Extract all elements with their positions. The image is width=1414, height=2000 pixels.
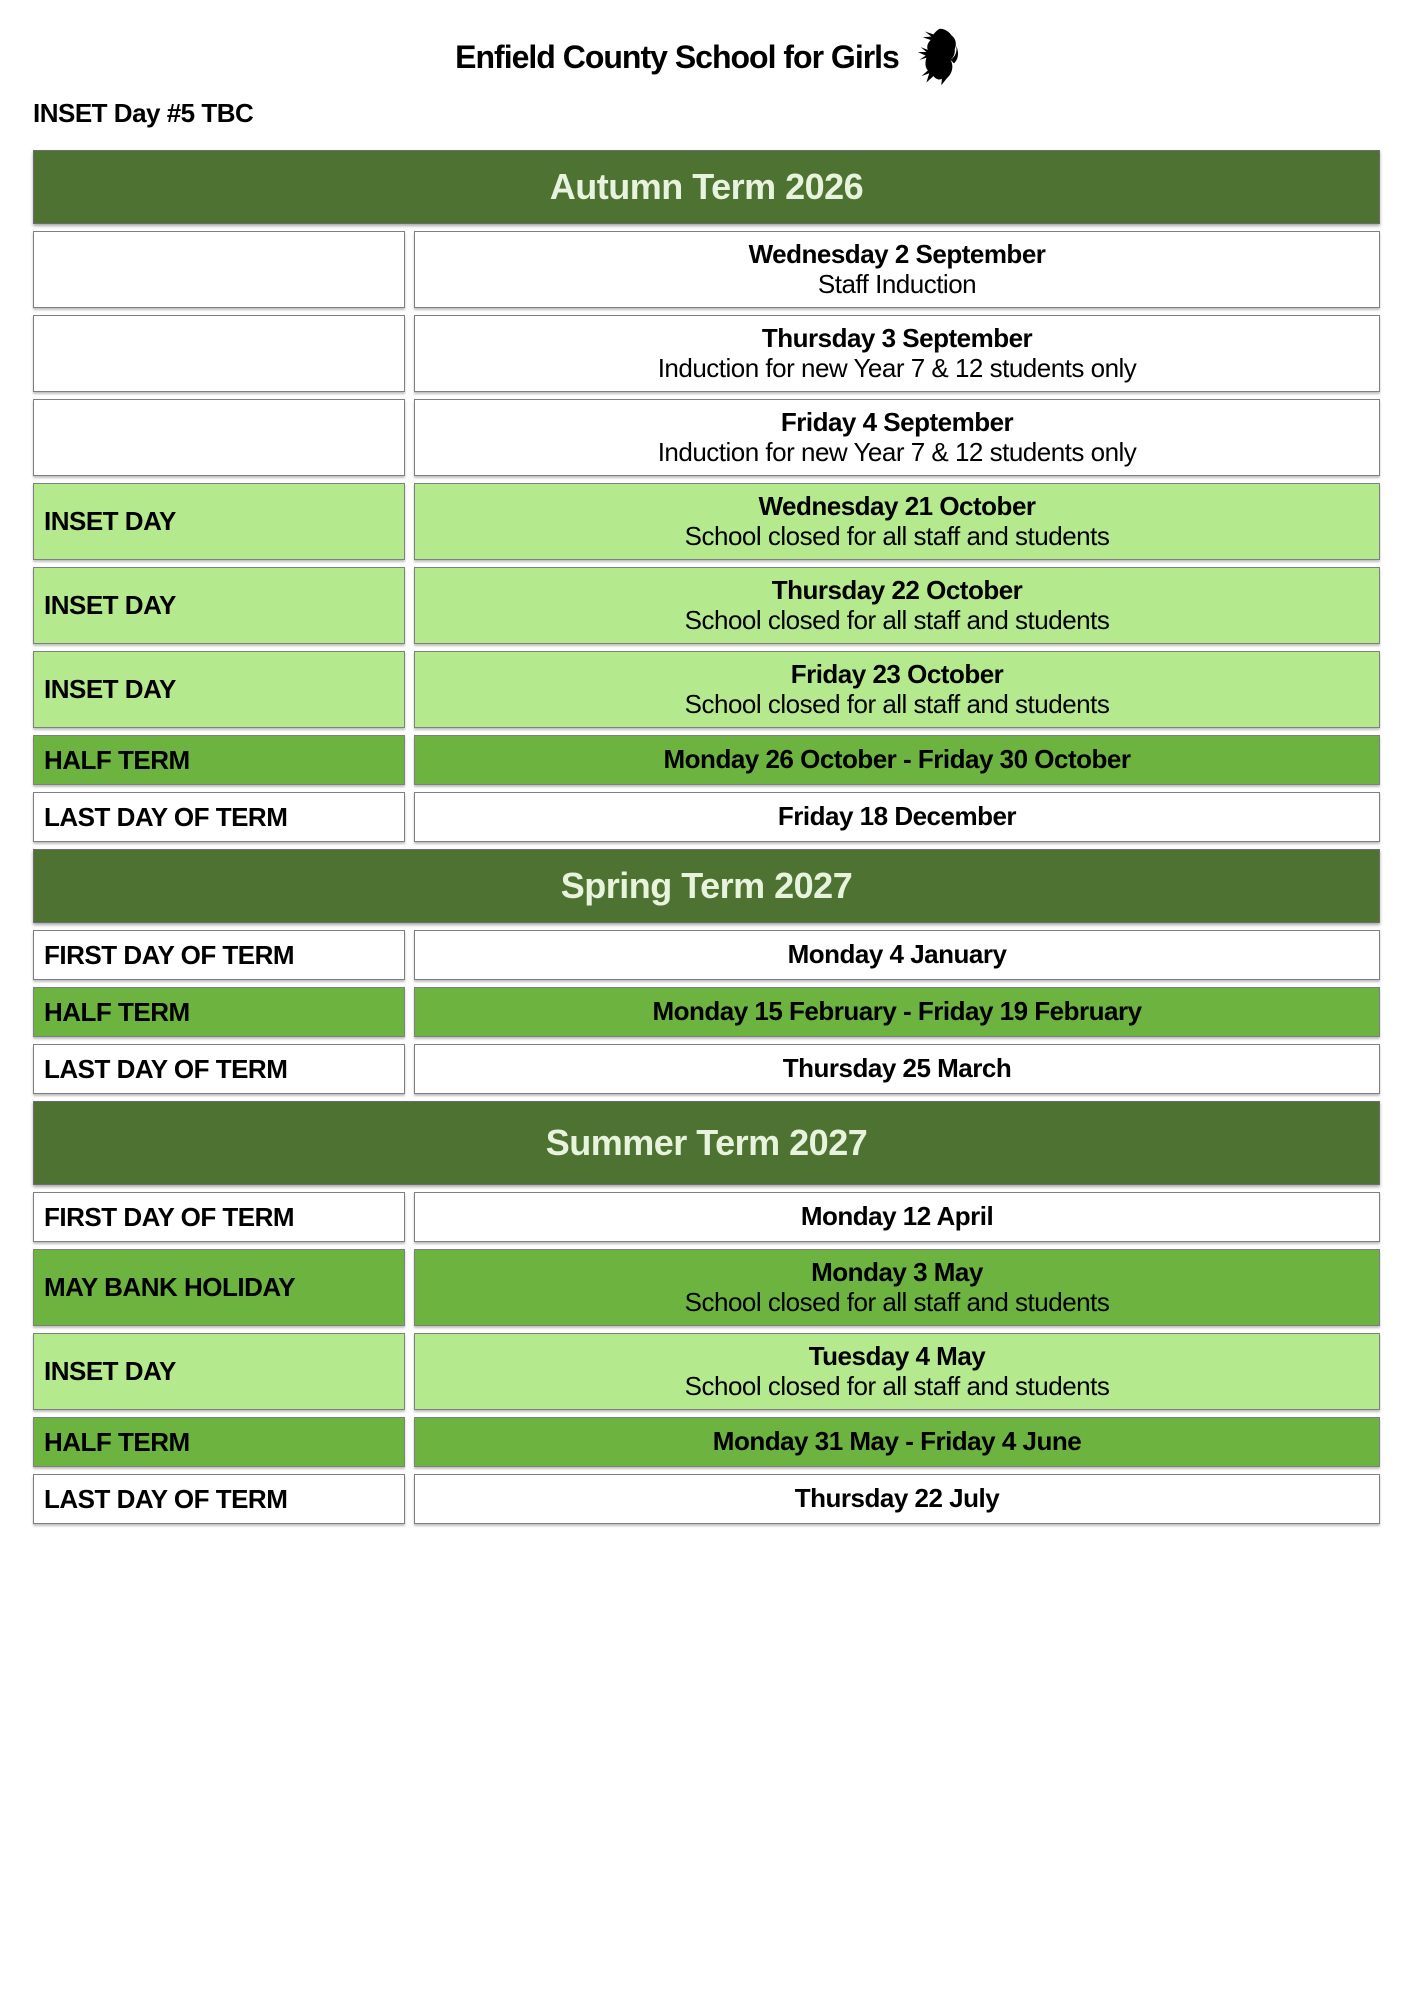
row-date: Friday 23 October <box>790 659 1004 690</box>
term-section-header <box>33 849 1380 923</box>
row-label-cell <box>33 987 405 1037</box>
row-label: LAST DAY OF TERM <box>44 1053 288 1084</box>
term-row <box>33 567 1380 644</box>
term-row <box>33 735 1380 785</box>
term-row <box>33 1333 1380 1410</box>
row-label-cell <box>33 399 405 476</box>
row-label: INSET DAY <box>44 674 176 704</box>
row-detail: School closed for all staff and students <box>684 1286 1110 1317</box>
row-detail: School closed for all staff and students <box>684 688 1110 719</box>
row-detail: School closed for all staff and students <box>684 520 1110 551</box>
row-label-cell <box>33 483 405 560</box>
term-row <box>33 987 1380 1037</box>
document-header <box>0 0 1414 88</box>
row-detail: School closed for all staff and students <box>684 604 1110 635</box>
row-date: Monday 31 May - Friday 4 June <box>712 1426 1082 1457</box>
row-date-cell <box>414 1474 1380 1524</box>
row-label-cell <box>33 792 405 842</box>
school-title: Enfield County School for Girls <box>455 38 899 75</box>
row-label: INSET DAY <box>44 1356 176 1386</box>
row-date-cell <box>414 567 1380 644</box>
term-row <box>33 1249 1380 1326</box>
row-label-cell <box>33 1474 405 1524</box>
row-label: INSET DAY <box>44 506 176 536</box>
term-section-title: Summer Term 2027 <box>545 1122 868 1163</box>
row-label-cell <box>33 1333 405 1410</box>
row-date-cell <box>414 735 1380 785</box>
row-date: Monday 26 October - Friday 30 October <box>663 744 1131 775</box>
term-row <box>33 1192 1380 1242</box>
row-label: HALF TERM <box>44 1426 190 1457</box>
row-label-cell <box>33 1249 405 1326</box>
row-label-cell <box>33 651 405 728</box>
row-detail: Induction for new Year 7 & 12 students only <box>657 352 1137 383</box>
row-date-cell <box>414 1333 1380 1410</box>
term-row <box>33 315 1380 392</box>
term-section-title: Autumn Term 2026 <box>549 166 864 207</box>
row-date-cell <box>414 483 1380 560</box>
row-label: LAST DAY OF TERM <box>44 801 288 832</box>
row-label: HALF TERM <box>44 996 190 1027</box>
row-date: Friday 18 December <box>777 801 1017 832</box>
row-label-cell <box>33 315 405 392</box>
term-row <box>33 1474 1380 1524</box>
row-label: FIRST DAY OF TERM <box>44 939 295 970</box>
row-date: Monday 12 April <box>800 1201 994 1232</box>
row-date: Thursday 22 July <box>794 1483 1000 1514</box>
term-row <box>33 792 1380 842</box>
row-date: Thursday 25 March <box>782 1053 1012 1084</box>
term-row <box>33 651 1380 728</box>
row-label: MAY BANK HOLIDAY <box>44 1272 296 1302</box>
row-date: Thursday 3 September <box>761 323 1033 354</box>
term-dates-table <box>33 150 1380 1524</box>
row-detail: Induction for new Year 7 & 12 students only <box>657 436 1137 467</box>
row-date: Wednesday 2 September <box>748 239 1046 270</box>
row-date-cell <box>414 987 1380 1037</box>
row-label-cell <box>33 930 405 980</box>
row-date: Monday 15 February - Friday 19 February <box>652 996 1142 1027</box>
row-date-cell <box>414 930 1380 980</box>
term-row <box>33 483 1380 560</box>
row-date: Tuesday 4 May <box>808 1341 986 1372</box>
row-date-cell <box>414 792 1380 842</box>
term-section-header <box>33 1101 1380 1185</box>
row-date: Monday 4 January <box>787 939 1007 970</box>
term-section-title: Spring Term 2027 <box>560 865 853 906</box>
row-label-cell <box>33 1044 405 1094</box>
row-label-cell <box>33 231 405 308</box>
row-label-cell <box>33 1192 405 1242</box>
term-row <box>33 231 1380 308</box>
term-section-header <box>33 150 1380 224</box>
row-label-cell <box>33 735 405 785</box>
row-date-cell <box>414 231 1380 308</box>
row-label-cell <box>33 567 405 644</box>
term-row <box>33 1044 1380 1094</box>
row-date-cell <box>414 1192 1380 1242</box>
row-label: LAST DAY OF TERM <box>44 1483 288 1514</box>
row-date-cell <box>414 1249 1380 1326</box>
term-row <box>33 1417 1380 1467</box>
row-date: Wednesday 21 October <box>758 491 1036 522</box>
row-label: HALF TERM <box>44 744 190 775</box>
row-date-cell <box>414 651 1380 728</box>
term-row <box>33 930 1380 980</box>
row-date: Thursday 22 October <box>771 575 1023 606</box>
row-date-cell <box>414 315 1380 392</box>
term-row <box>33 399 1380 476</box>
row-label: INSET DAY <box>44 590 176 620</box>
row-date-cell <box>414 1044 1380 1094</box>
row-detail: Staff Induction <box>817 268 977 299</box>
row-label-cell <box>33 1417 405 1467</box>
inset-note: INSET Day #5 TBC <box>33 98 254 128</box>
row-date-cell <box>414 1417 1380 1467</box>
row-label: FIRST DAY OF TERM <box>44 1201 295 1232</box>
row-date: Monday 3 May <box>811 1257 983 1288</box>
row-date-cell <box>414 399 1380 476</box>
row-detail: School closed for all staff and students <box>684 1370 1110 1401</box>
row-date: Friday 4 September <box>780 407 1014 438</box>
enfield-beast-icon <box>915 28 959 86</box>
